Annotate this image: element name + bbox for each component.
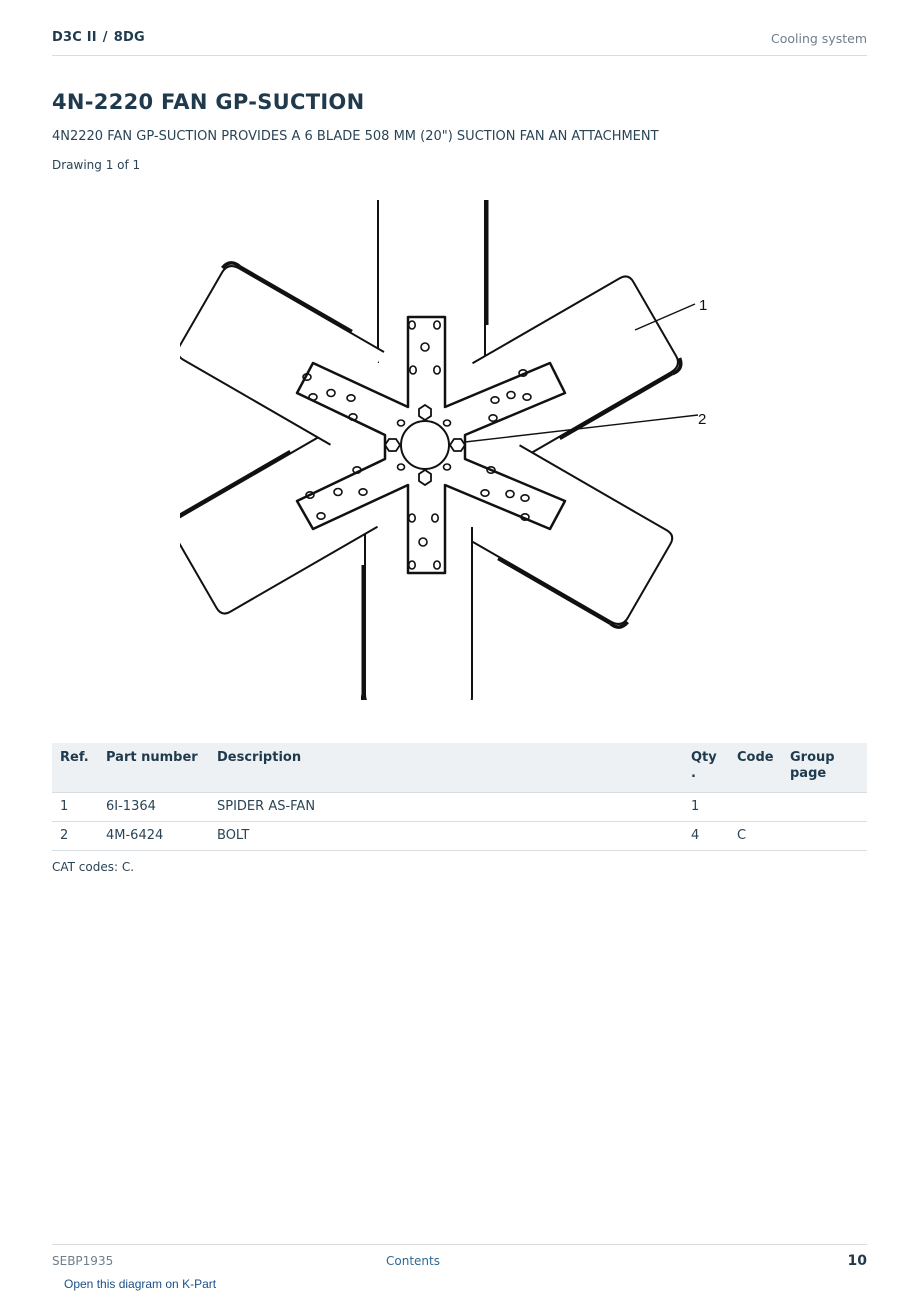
col-group-line1: Group — [790, 750, 835, 765]
col-group-page — [782, 743, 867, 793]
row-ref: 2 — [52, 822, 98, 851]
col-group-line2: page — [790, 766, 827, 781]
page-number: 10 — [847, 1253, 867, 1269]
row-description: BOLT — [209, 822, 683, 851]
row-group-page — [782, 793, 867, 822]
table-header-row — [52, 743, 867, 793]
col-qty-line2: . — [691, 766, 696, 781]
col-ref: Ref. — [52, 743, 98, 793]
fan-diagram-svg — [180, 200, 740, 700]
col-code: Code — [729, 743, 782, 793]
col-qty — [683, 743, 729, 793]
document-id: SEBP1935 — [52, 1254, 114, 1268]
page-title: 4N-2220 FAN GP-SUCTION — [52, 90, 365, 114]
col-description: Description — [209, 743, 683, 793]
breadcrumb — [52, 30, 145, 45]
col-part-number: Part number — [98, 743, 209, 793]
contents-link[interactable]: Contents — [386, 1254, 440, 1268]
row-ref: 1 — [52, 793, 98, 822]
breadcrumb-separator: / — [102, 30, 108, 45]
breadcrumb-model[interactable]: D3C II — [52, 30, 97, 45]
row-part-number[interactable]: 6I-1364 — [98, 793, 209, 822]
callout-2[interactable]: 2 — [698, 411, 707, 428]
cat-codes-note: CAT codes: C. — [52, 860, 135, 874]
fan-diagram — [180, 200, 740, 700]
page-header — [52, 28, 867, 56]
row-qty: 1 — [683, 793, 729, 822]
section-name: Cooling system — [771, 31, 867, 46]
page-footer — [52, 1244, 867, 1275]
table-row[interactable] — [52, 822, 867, 851]
row-qty: 4 — [683, 822, 729, 851]
breadcrumb-serial[interactable]: 8DG — [113, 30, 145, 45]
row-group-page — [782, 822, 867, 851]
kpart-link[interactable]: Open this diagram on K-Part — [64, 1277, 217, 1291]
col-qty-line1: Qty — [691, 750, 717, 765]
callout-1[interactable]: 1 — [699, 297, 708, 314]
row-description: SPIDER AS-FAN — [209, 793, 683, 822]
row-code: C — [729, 822, 782, 851]
row-part-number[interactable]: 4M-6424 — [98, 822, 209, 851]
part-description: 4N2220 FAN GP-SUCTION PROVIDES A 6 BLADE 508 MM (20") SUCTION FAN AN ATTACHMENT — [52, 129, 659, 144]
table-row[interactable] — [52, 793, 867, 822]
parts-table — [52, 743, 867, 851]
row-code — [729, 793, 782, 822]
drawing-count: Drawing 1 of 1 — [52, 158, 141, 172]
